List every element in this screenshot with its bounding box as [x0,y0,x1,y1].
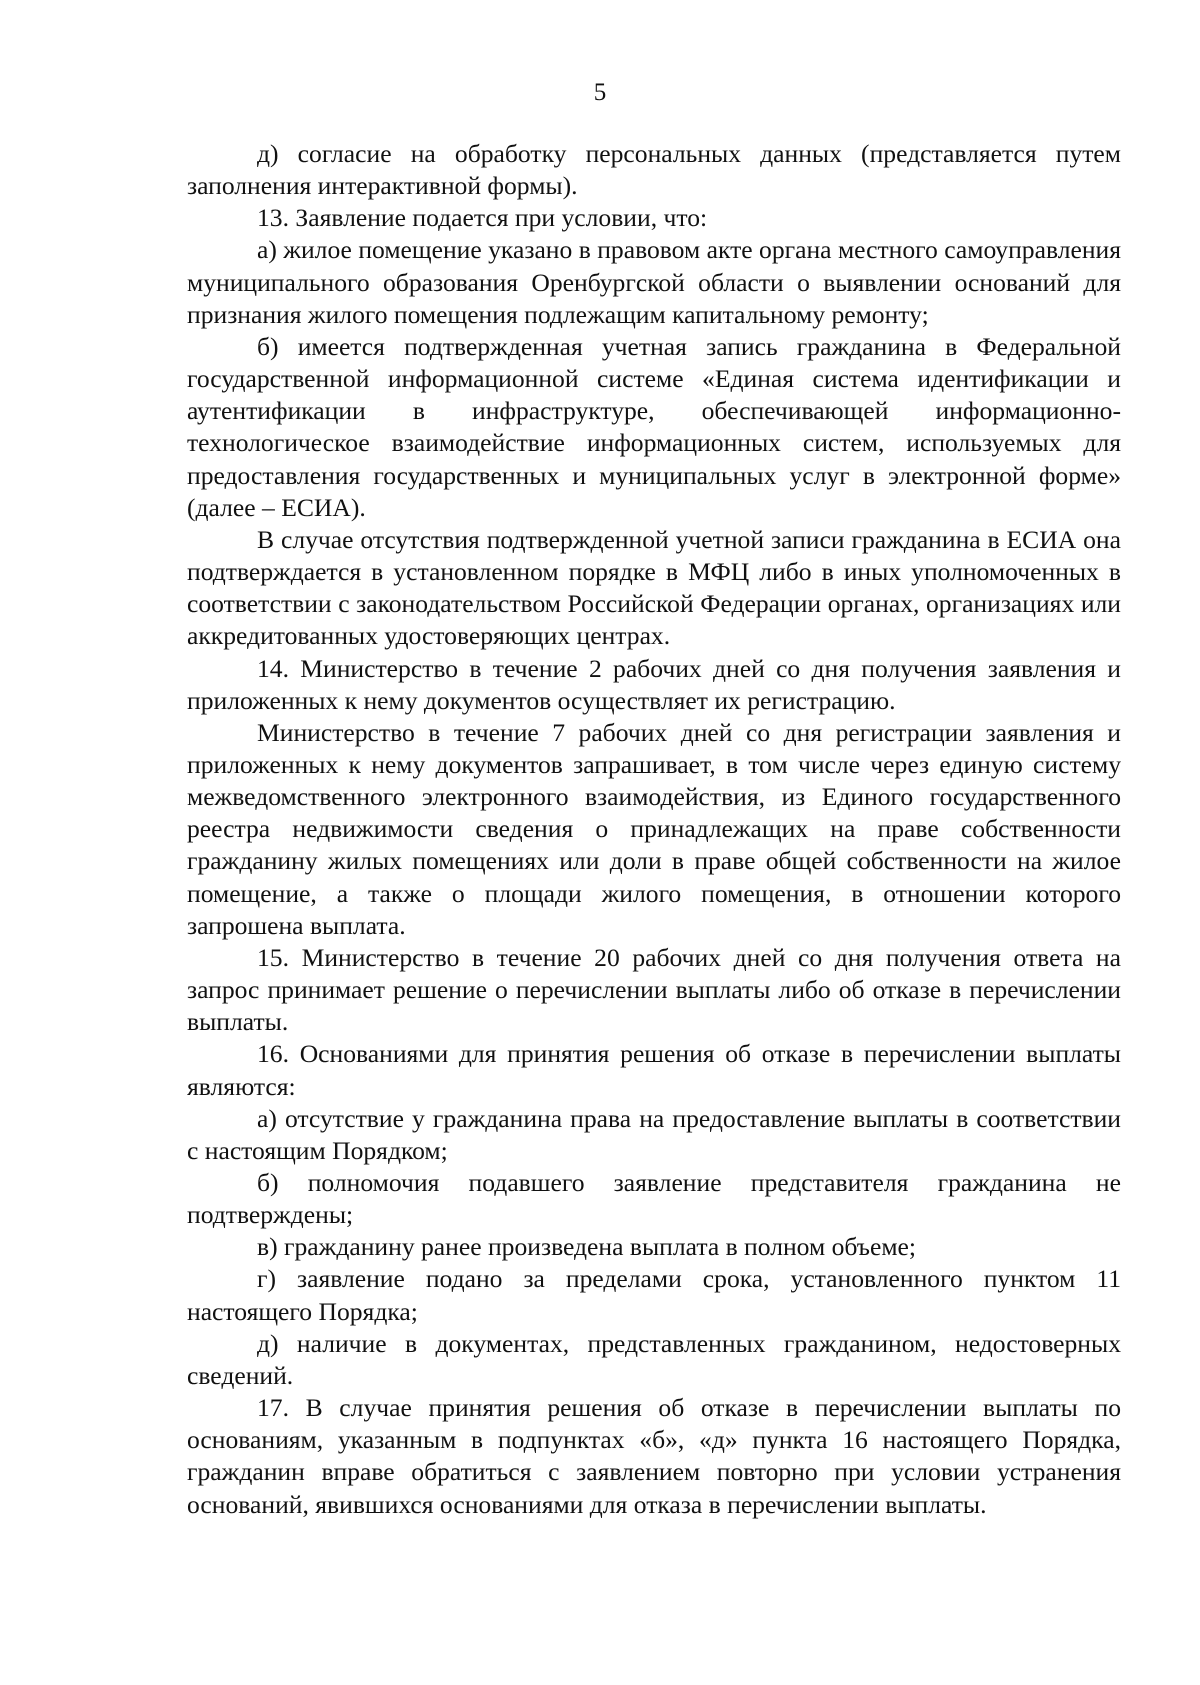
page-number: 5 [593,79,607,106]
paragraph-13-heading: 13. Заявление подается при условии, что: [257,203,708,233]
paragraph-16-d: д) наличие в документах, представленных гражданином, недостоверных сведений. [187,1328,1121,1390]
paragraph-16-a: а) отсутствие у гражданина права на предоставление выплаты в соответствии с настоящим Порядком; [187,1103,1121,1165]
paragraph-13-a: а) жилое помещение указано в правовом акте органа местного самоуправления муниципального образования Оренбургской области о выявлении оснований для признания жилого помещения подлежащим капитальному ремонту; [187,235,1121,329]
paragraph-16-g: г) заявление подано за пределами срока, установленного пунктом 11 настоящего Порядка; [187,1264,1121,1326]
paragraph-14: 14. Министерство в течение 2 рабочих дней со дня получения заявления и приложенных к нему документов осуществляет их регистрацию. [187,653,1121,715]
paragraph-consent: д) согласие на обработку персональных данных (представляется путем заполнения интерактивной формы). [187,139,1121,201]
paragraph-14-request: Министерство в течение 7 рабочих дней со дня регистрации заявления и приложенных к нему документов запрашивает, в том числе через единую систему межведомственного электронного взаимодействия, из Единого государственного реестра недвижимости сведения о принадлежащих на праве собственности гражданину жилых помещениях или доли в праве общей собственности на жилое помещение, а также о площади жилого помещения, в отношении которого запрошена выплата. [187,717,1121,940]
paragraph-16-v: в) гражданину ранее произведена выплата в полном объеме; [257,1232,917,1262]
paragraph-15: 15. Министерство в течение 20 рабочих дней со дня получения ответа на запрос принимает решение о перечислении выплаты либо об отказе в перечислении выплаты. [187,942,1121,1037]
paragraph-16-heading: 16. Основаниями для принятия решения об отказе в перечислении выплаты являются: [187,1039,1121,1101]
paragraph-esia-case: В случае отсутствия подтвержденной учетной записи гражданина в ЕСИА она подтверждается в установленном порядке в МФЦ либо в иных уполномоченных в соответствии с законодательством Российской Федерации органах, организациях или аккредитованных удостоверяющих центрах. [187,524,1121,651]
paragraph-13-b: б) имеется подтвержденная учетная запись гражданина в Федеральной государственной информационной системе «Единая система идентификации и аутентификации в инфраструктуре, обеспечивающей информационно-технологическое взаимодействие информационных систем, используемых для предоставления государственных и муниципальных услуг в электронной форме» (далее – ЕСИА). [187,331,1121,522]
paragraph-16-b: б) полномочия подавшего заявление представителя гражданина не подтверждены; [187,1168,1121,1230]
paragraph-17: 17. В случае принятия решения об отказе в перечислении выплаты по основаниям, указанным в подпунктах «б», «д» пункта 16 настоящего Порядка, гражданин вправе обратиться с заявлением повторно при условии устранения оснований, явившихся основаниями для отказа в перечислении выплаты. [187,1393,1121,1519]
document-body [187,138,1121,1521]
